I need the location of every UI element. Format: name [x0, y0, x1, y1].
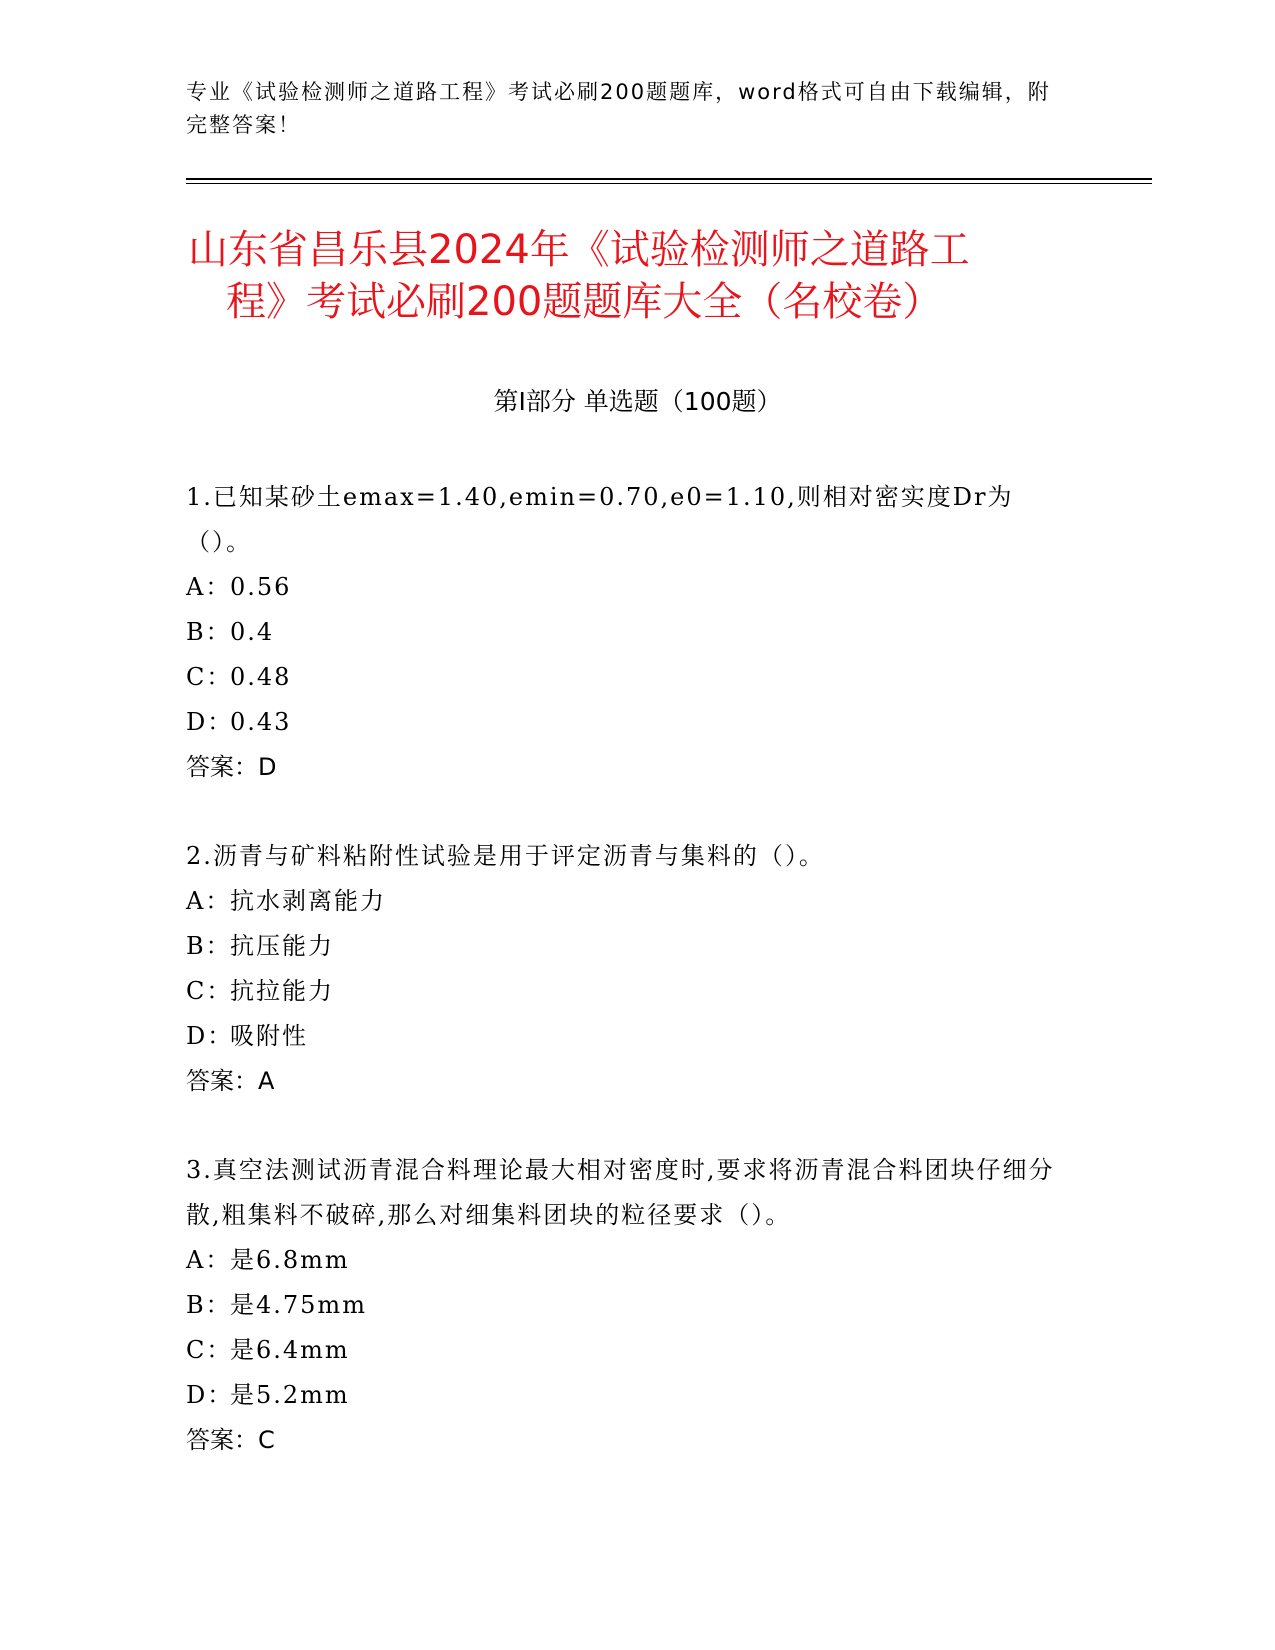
section-title: 第Ⅰ部分 单选题（100题）	[493, 387, 782, 416]
option-key: D：	[186, 1381, 234, 1409]
option-key: B：	[186, 1291, 232, 1319]
option-c	[186, 655, 1066, 700]
question-stem: 1.已知某砂土emax=1.40,emin=0.70,e0=1.10,则相对密实度Dr为（）。	[186, 483, 1014, 556]
header-note: 专业《试验检测师之道路工程》考试必刷200题题库，word格式可自由下载编辑，附完整答案！	[186, 80, 1051, 137]
option-key: D：	[186, 708, 234, 736]
option-text: 是6.4mm	[230, 1336, 350, 1364]
answer-label: 答案：A	[186, 1067, 275, 1095]
option-text: 吸附性	[230, 1022, 308, 1050]
option-b	[186, 610, 1066, 655]
option-d	[186, 1014, 1066, 1059]
option-d	[186, 1373, 1066, 1418]
option-key: A：	[186, 887, 232, 915]
option-c	[186, 969, 1066, 1014]
option-key: B：	[186, 932, 232, 960]
option-key: A：	[186, 573, 232, 601]
option-d	[186, 700, 1066, 745]
option-a	[186, 565, 1066, 610]
answer-label: 答案：D	[186, 753, 277, 781]
option-a	[186, 1238, 1066, 1283]
option-key: A：	[186, 1246, 232, 1274]
option-key: D：	[186, 1022, 234, 1050]
option-key: B：	[186, 618, 232, 646]
option-a	[186, 879, 1066, 924]
question-stem: 2.沥青与矿料粘附性试验是用于评定沥青与集料的（）。	[186, 842, 825, 870]
document-title-line1: 山东省昌乐县2024年《试验检测师之道路工	[188, 227, 970, 273]
option-text: 0.56	[230, 573, 292, 601]
option-b	[186, 1283, 1066, 1328]
option-text: 0.4	[230, 618, 275, 646]
question-3	[186, 1148, 1066, 1463]
header-rule-thin	[186, 183, 1152, 184]
option-key: C：	[186, 977, 233, 1005]
document-title-line2: 程》考试必刷200题题库大全（名校卷）	[226, 279, 943, 325]
option-text: 是4.75mm	[230, 1291, 367, 1319]
option-key: C：	[186, 1336, 233, 1364]
option-text: 是5.2mm	[230, 1381, 350, 1409]
header-rule-thick	[186, 178, 1152, 180]
option-text: 0.43	[230, 708, 292, 736]
question-2	[186, 834, 1066, 1104]
question-stem: 3.真空法测试沥青混合料理论最大相对密度时,要求将沥青混合料团块仔细分散,粗集料不破碎,那么对细集料团块的粒径要求（）。	[186, 1156, 1055, 1229]
option-text: 抗拉能力	[230, 977, 334, 1005]
option-text: 抗压能力	[230, 932, 334, 960]
answer-label: 答案：C	[186, 1426, 275, 1454]
question-list	[186, 475, 1066, 1507]
option-text: 是6.8mm	[230, 1246, 350, 1274]
option-text: 0.48	[230, 663, 292, 691]
question-1	[186, 475, 1066, 790]
document-title	[186, 224, 1086, 328]
option-text: 抗水剥离能力	[230, 887, 386, 915]
option-c	[186, 1328, 1066, 1373]
option-b	[186, 924, 1066, 969]
option-key: C：	[186, 663, 233, 691]
